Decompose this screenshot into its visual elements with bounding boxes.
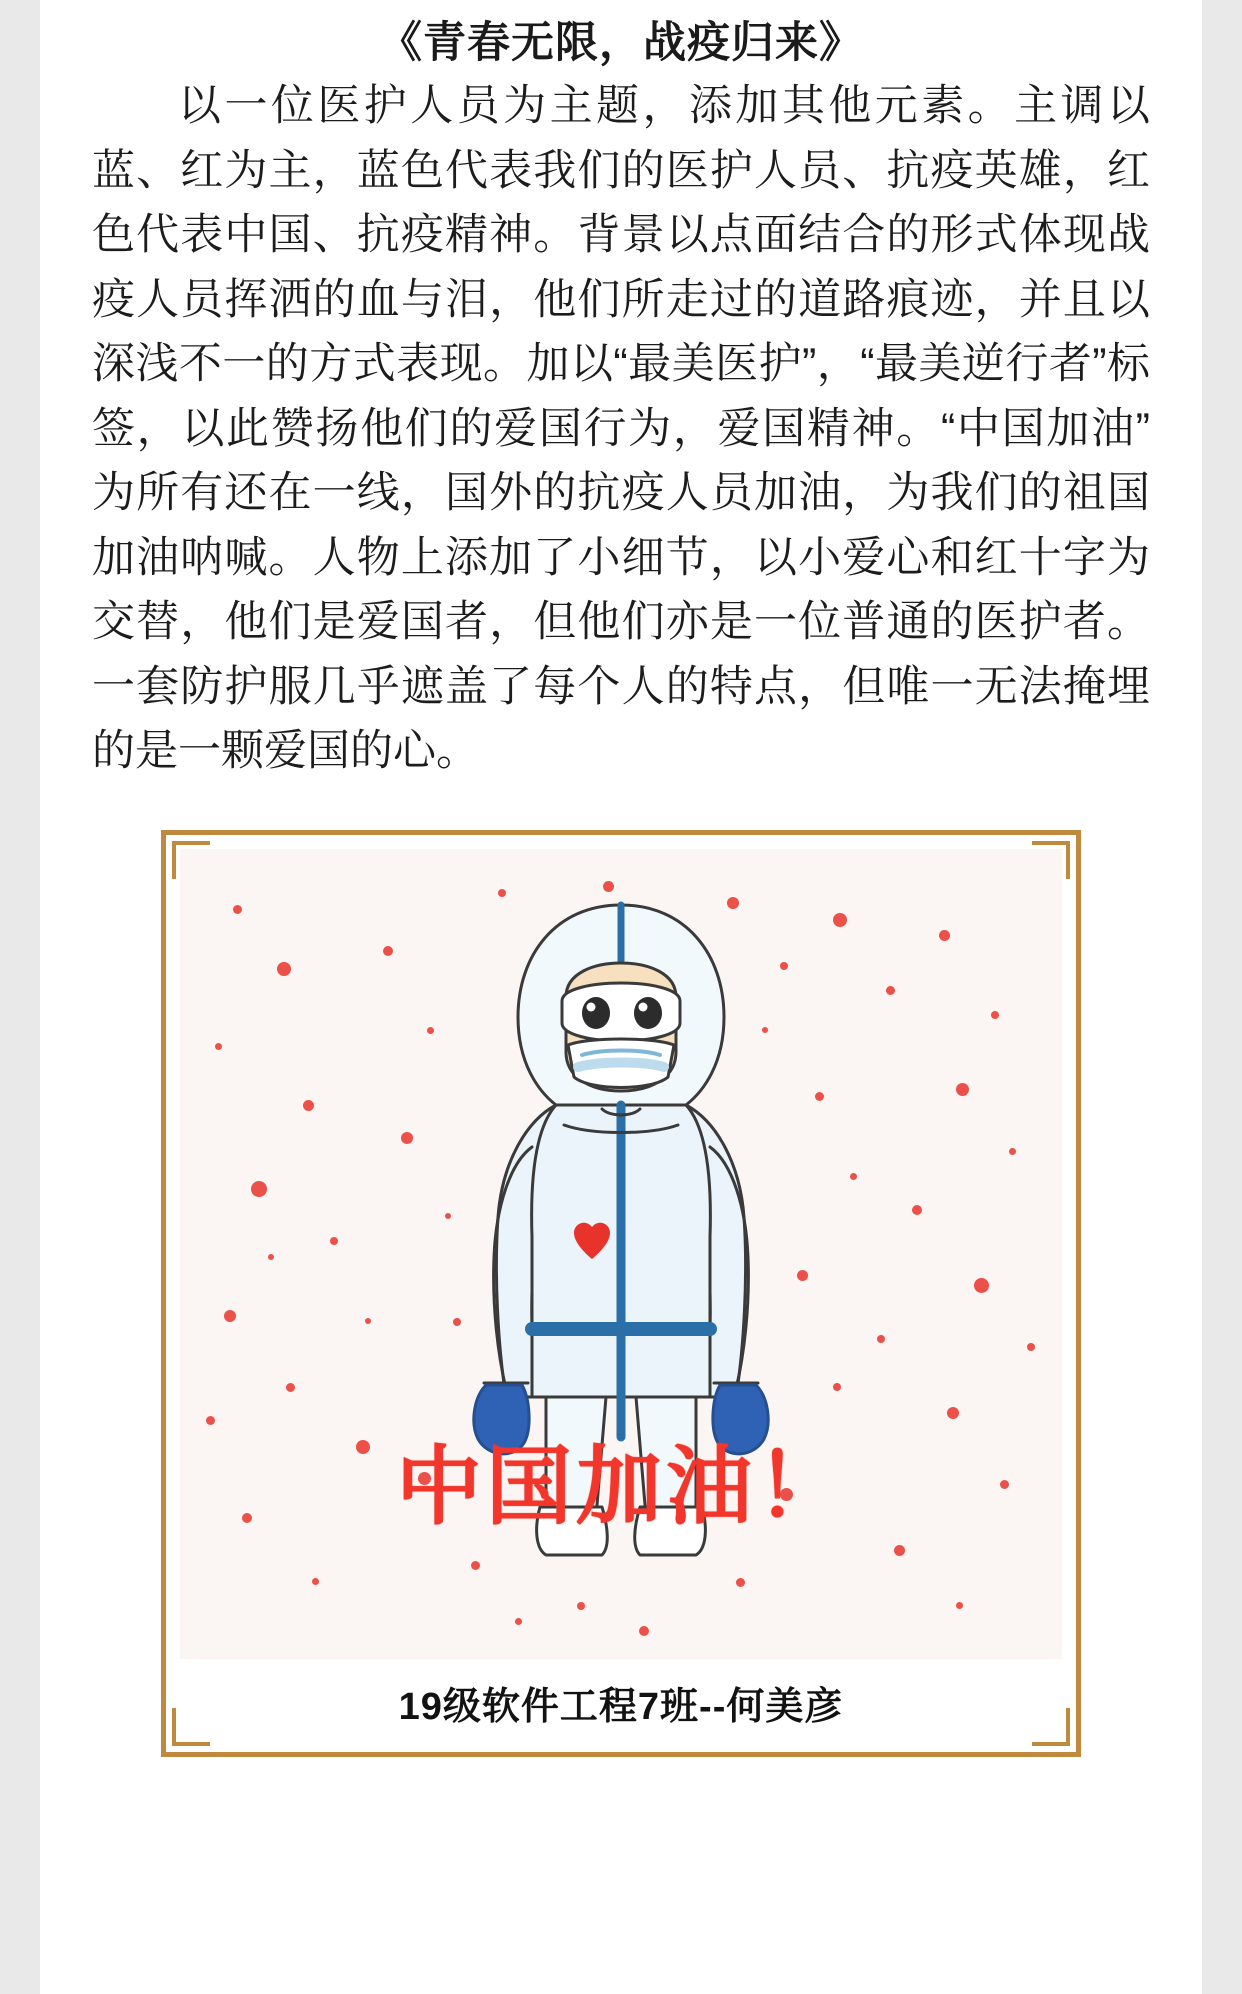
page-title: 《青春无限，战疫归来》 (379, 19, 863, 67)
frame-corner-bottom-right-icon (1032, 1708, 1070, 1746)
artwork-image (180, 849, 1062, 1659)
artwork-caption: 19级软件工程7班--何美彦 (180, 1659, 1062, 1744)
frame-corner-bottom-left-icon (172, 1708, 210, 1746)
page-gutter-left (0, 0, 40, 1994)
document-content (40, 0, 1202, 1994)
page-gutter-right (1202, 0, 1242, 1994)
artwork-frame (161, 830, 1081, 1757)
document-body-text: 以一位医护人员为主题，添加其他元素。主调以蓝、红为主，蓝色代表我们的医护人员、抗疫英雄，红色代表中国、抗疫精神。背景以点面结合的形式体现战疫人员挥洒的血与泪，他们所走过的道路痕迹，并且以深浅不一的方式表现。加以“最美医护”，“最美逆行者”标签，以此赞扬他们的爱国行为，爱国精神。“中国加油”为所有还在一线，国外的抗疫人员加油，为我们的祖国加油呐喊。人物上添加了小细节，以小爱心和红十字为交替，他们是爱国者，但他们亦是一位普通的医护者。一套防护服几乎遮盖了每个人的特点，但唯一无法掩埋的是一颗爱国的心。 (92, 82, 1150, 776)
slogan-text: 中国加油！ (396, 1438, 846, 1535)
